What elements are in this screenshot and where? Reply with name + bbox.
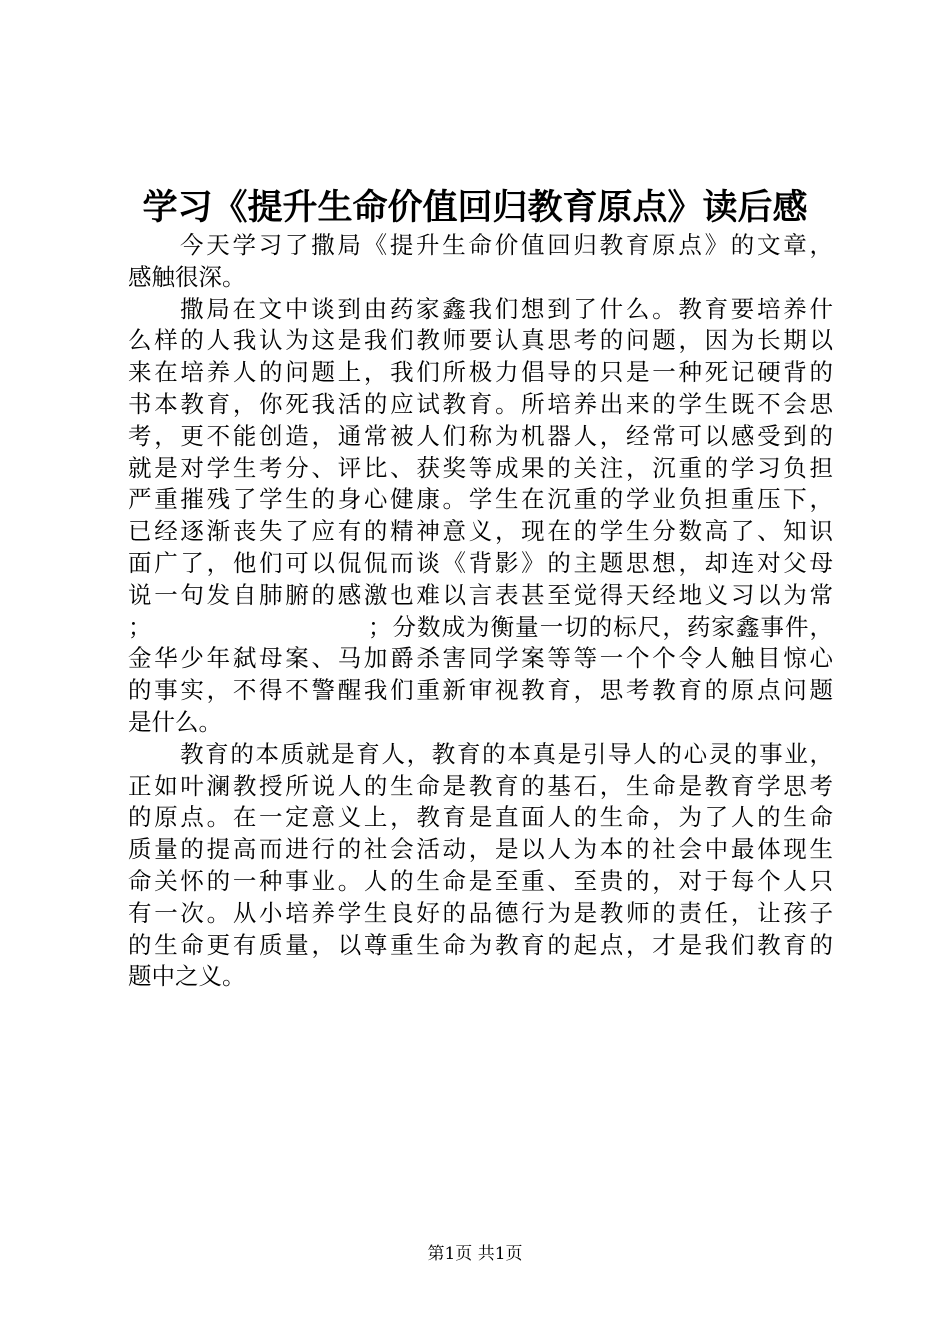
text-line: 已经逐渐丧失了应有的精神意义，现在的学生分数高了、知识 [128,517,833,546]
text-fragment: ； [128,612,152,641]
text-line: 么样的人我认为这是我们教师要认真思考的问题，因为长期以 [128,326,833,355]
text-line [128,612,833,644]
text-line: 书本教育，你死我活的应试教育。所培养出来的学生既不会思 [128,389,833,418]
text-line: 的原点。在一定意义上，教育是直面人的生命，为了人的生命 [128,803,833,832]
text-line: 有一次。从小培养学生良好的品德行为是教师的责任，让孩子 [128,898,833,927]
text-line: 是什么。 [128,707,222,736]
text-line: 教育的本质就是育人，教育的本真是引导人的心灵的事业， [180,739,833,768]
document-body [128,230,833,993]
text-line: 题中之义。 [128,962,246,991]
text-line: 就是对学生考分、评比、获奖等成果的关注，沉重的学习负担 [128,453,833,482]
text-fragment: ；分数成为衡量一切的标尺，药家鑫事件， [368,612,833,641]
text-line: 考，更不能创造，通常被人们称为机器人，经常可以感受到的 [128,421,833,450]
text-line: 面广了，他们可以侃侃而谈《背影》的主题思想，却连对父母 [128,548,833,577]
text-line: 严重摧残了学生的身心健康。学生在沉重的学业负担重压下， [128,485,833,514]
text-line: 的生命更有质量，以尊重生命为教育的起点，才是我们教育的 [128,930,833,959]
text-line: 说一句发自肺腑的感激也难以言表甚至觉得天经地义习以为常 [128,580,833,609]
text-line: 来在培养人的问题上，我们所极力倡导的只是一种死记硬背的 [128,358,833,387]
text-line: 的事实，不得不警醒我们重新审视教育，思考教育的原点问题 [128,676,833,705]
text-line: 质量的提高而进行的社会活动，是以人为本的社会中最体现生 [128,835,833,864]
text-line: 撒局在文中谈到由药家鑫我们想到了什么。教育要培养什 [180,294,833,323]
text-line: 今天学习了撒局《提升生命价值回归教育原点》的文章， [180,231,833,259]
page-footer: 第1页 共1页 [427,1244,523,1264]
text-line: 命关怀的一种事业。人的生命是至重、至贵的，对于每个人只 [128,866,833,895]
text-line: 金华少年弑母案、马加爵杀害同学案等等一个个令人触目惊心 [128,644,833,673]
text-line: 正如叶澜教授所说人的生命是教育的基石，生命是教育学思考 [128,771,833,800]
document-title: 学习《提升生命价值回归教育原点》读后感 [142,187,808,228]
text-line: 感触很深。 [128,262,246,291]
